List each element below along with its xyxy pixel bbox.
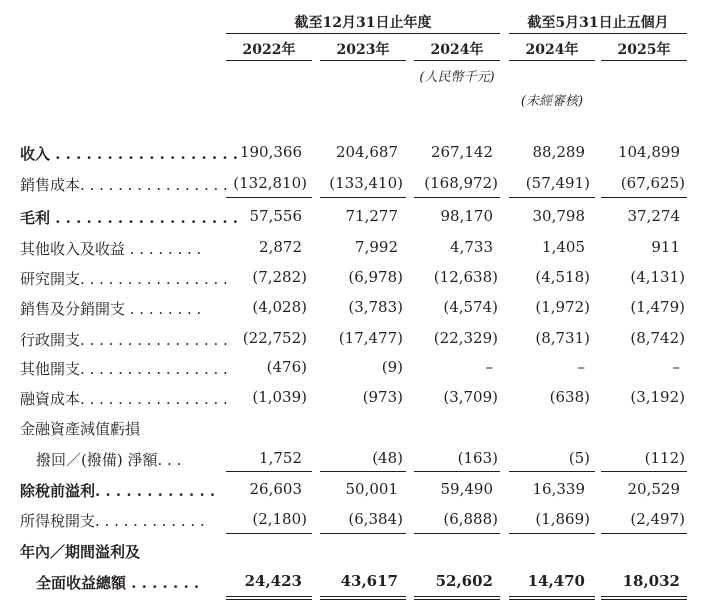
- subtotal-rule-2024-5m: [509, 197, 595, 198]
- value-revenue-2023: 204,687: [335, 143, 398, 161]
- value-profit-before-tax-2024-5m: 16,339: [532, 480, 585, 498]
- value-finance-costs-2024-5m: (638): [549, 388, 590, 406]
- row-label-finance-costs: 融資成本. . . . . . . . . . . . . . . .: [20, 390, 228, 408]
- value-impairment-2024: (163): [457, 449, 498, 467]
- year-rule-2022: [226, 60, 312, 61]
- row-label-other-expenses: 其他開支. . . . . . . . . . . . . . . .: [20, 360, 228, 378]
- row-label-revenue: 收入 . . . . . . . . . . . . . . . . . .: [20, 145, 238, 163]
- value-selling-2022: (4,028): [252, 298, 307, 316]
- value-total-comprehensive-2023: 43,617: [340, 572, 398, 590]
- value-admin-2023: (17,477): [338, 329, 403, 347]
- value-admin-2022: (22,752): [242, 329, 307, 347]
- value-gross-profit-2024-5m: 30,798: [532, 207, 585, 225]
- value-research-2024: (12,638): [433, 268, 498, 286]
- pbt-rule-2024-5m: [509, 471, 595, 472]
- value-total-comprehensive-2024: 52,602: [435, 572, 493, 590]
- unit-note: (人民幣千元): [419, 70, 495, 85]
- value-impairment-2025-5m: (112): [644, 449, 685, 467]
- value-admin-2024: (22,329): [433, 329, 498, 347]
- value-cost-of-sales-2025-5m: (67,625): [620, 174, 685, 192]
- double-rule-2022: [226, 596, 312, 600]
- subtotal-rule-2022: [226, 197, 312, 198]
- subtotal-rule-2024: [414, 197, 500, 198]
- value-other-income-2024: 4,733: [450, 238, 493, 256]
- value-total-comprehensive-2024-5m: 14,470: [527, 572, 585, 590]
- row-label-total-line2: 全面收益總額 . . . . . . .: [36, 574, 200, 592]
- subtotal-rule-2025-5m: [601, 197, 687, 198]
- value-selling-2024: (4,574): [443, 298, 498, 316]
- value-gross-profit-2022: 57,556: [249, 207, 302, 225]
- value-other-expenses-2025-5m: –: [672, 358, 680, 376]
- value-other-expenses-2022: (476): [266, 358, 307, 376]
- row-label-total-line1: 年內／期間溢利及: [20, 543, 141, 561]
- value-finance-costs-2022: (1,039): [252, 388, 307, 406]
- value-other-expenses-2023: (9): [381, 358, 403, 376]
- value-other-income-2023: 7,992: [355, 238, 398, 256]
- pbt-rule-2024: [414, 471, 500, 472]
- value-cost-of-sales-2023: (133,410): [329, 174, 403, 192]
- value-other-income-2025-5m: 911: [651, 238, 680, 256]
- value-selling-2024-5m: (1,972): [535, 298, 590, 316]
- value-research-2024-5m: (4,518): [535, 268, 590, 286]
- value-revenue-2022: 190,366: [239, 143, 302, 161]
- value-income-tax-2024: (6,888): [443, 510, 498, 528]
- row-label-admin: 行政開支. . . . . . . . . . . . . . . .: [20, 331, 228, 349]
- value-gross-profit-2023: 71,277: [345, 207, 398, 225]
- total-rule-2024-5m: [509, 533, 595, 534]
- row-label-gross-profit: 毛利 . . . . . . . . . . . . . . . . . .: [20, 209, 238, 227]
- row-label-selling: 銷售及分銷開支 . . . . . . . .: [20, 300, 202, 318]
- value-research-2022: (7,282): [252, 268, 307, 286]
- total-rule-2024: [414, 533, 500, 534]
- unaudited-note: (未經審核): [520, 94, 584, 109]
- value-revenue-2025-5m: 104,899: [617, 143, 680, 161]
- value-other-income-2022: 2,872: [259, 238, 302, 256]
- value-impairment-2023: (48): [372, 449, 403, 467]
- value-admin-2025-5m: (8,742): [630, 329, 685, 347]
- row-label-profit-before-tax: 除稅前溢利. . . . . . . . . . . .: [20, 482, 216, 500]
- value-finance-costs-2023: (973): [362, 388, 403, 406]
- total-rule-2025-5m: [601, 533, 687, 534]
- value-impairment-2022: 1,752: [259, 449, 302, 467]
- value-selling-2023: (3,783): [348, 298, 403, 316]
- pbt-rule-2023: [320, 471, 406, 472]
- value-cost-of-sales-2024-5m: (57,491): [525, 174, 590, 192]
- double-rule-2025-5m: [601, 596, 687, 600]
- year-header-2024: 2024年: [430, 42, 484, 58]
- value-admin-2024-5m: (8,731): [535, 329, 590, 347]
- value-other-income-2024-5m: 1,405: [542, 238, 585, 256]
- header-group2-rule: [509, 33, 687, 34]
- row-label-impairment-line2: 撥回／(撥備) 淨額. . .: [36, 451, 182, 469]
- value-profit-before-tax-2025-5m: 20,529: [627, 480, 680, 498]
- pbt-rule-2022: [226, 471, 312, 472]
- value-profit-before-tax-2022: 26,603: [249, 480, 302, 498]
- year-header-2023: 2023年: [336, 42, 390, 58]
- value-profit-before-tax-2023: 50,001: [345, 480, 398, 498]
- value-research-2025-5m: (4,131): [630, 268, 685, 286]
- value-income-tax-2025-5m: (2,497): [630, 510, 685, 528]
- value-revenue-2024-5m: 88,289: [532, 143, 585, 161]
- value-total-comprehensive-2025-5m: 18,032: [622, 572, 680, 590]
- row-label-impairment-line1: 金融資產減值虧損: [20, 420, 141, 438]
- header-group-five-months: 截至5月31日止五個月: [527, 15, 669, 31]
- row-label-income-tax: 所得稅開支. . . . . . . . . . . .: [20, 512, 205, 530]
- value-finance-costs-2024: (3,709): [443, 388, 498, 406]
- double-rule-2023: [320, 596, 406, 600]
- value-gross-profit-2024: 98,170: [440, 207, 493, 225]
- header-group1-rule: [226, 33, 500, 34]
- value-other-expenses-2024: –: [485, 358, 493, 376]
- header-group-year-ended: 截至12月31日止年度: [294, 15, 432, 31]
- year-rule-2023: [320, 60, 406, 61]
- total-rule-2023: [320, 533, 406, 534]
- year-rule-2025-5m: [601, 60, 687, 61]
- year-header-2022: 2022年: [242, 42, 296, 58]
- value-revenue-2024: 267,142: [430, 143, 493, 161]
- year-header-2025-5m: 2025年: [617, 42, 671, 58]
- value-research-2023: (6,978): [348, 268, 403, 286]
- value-income-tax-2024-5m: (1,869): [535, 510, 590, 528]
- double-rule-2024: [414, 596, 500, 600]
- row-label-cost-of-sales: 銷售成本. . . . . . . . . . . . . . . .: [20, 176, 228, 194]
- value-cost-of-sales-2022: (132,810): [233, 174, 307, 192]
- subtotal-rule-2023: [320, 197, 406, 198]
- value-gross-profit-2025-5m: 37,274: [627, 207, 680, 225]
- total-rule-2022: [226, 533, 312, 534]
- value-selling-2025-5m: (1,479): [630, 298, 685, 316]
- value-impairment-2024-5m: (5): [568, 449, 590, 467]
- pbt-rule-2025-5m: [601, 471, 687, 472]
- row-label-other-income: 其他收入及收益 . . . . . . . .: [20, 240, 202, 258]
- year-rule-2024: [414, 60, 500, 61]
- value-other-expenses-2024-5m: –: [577, 358, 585, 376]
- value-income-tax-2023: (6,384): [348, 510, 403, 528]
- value-cost-of-sales-2024: (168,972): [424, 174, 498, 192]
- double-rule-2024-5m: [509, 596, 595, 600]
- value-profit-before-tax-2024: 59,490: [440, 480, 493, 498]
- year-rule-2024-5m: [509, 60, 595, 61]
- value-total-comprehensive-2022: 24,423: [244, 572, 302, 590]
- year-header-2024-5m: 2024年: [525, 42, 579, 58]
- row-label-research: 研究開支. . . . . . . . . . . . . . . .: [20, 270, 228, 288]
- value-income-tax-2022: (2,180): [252, 510, 307, 528]
- value-finance-costs-2025-5m: (3,192): [630, 388, 685, 406]
